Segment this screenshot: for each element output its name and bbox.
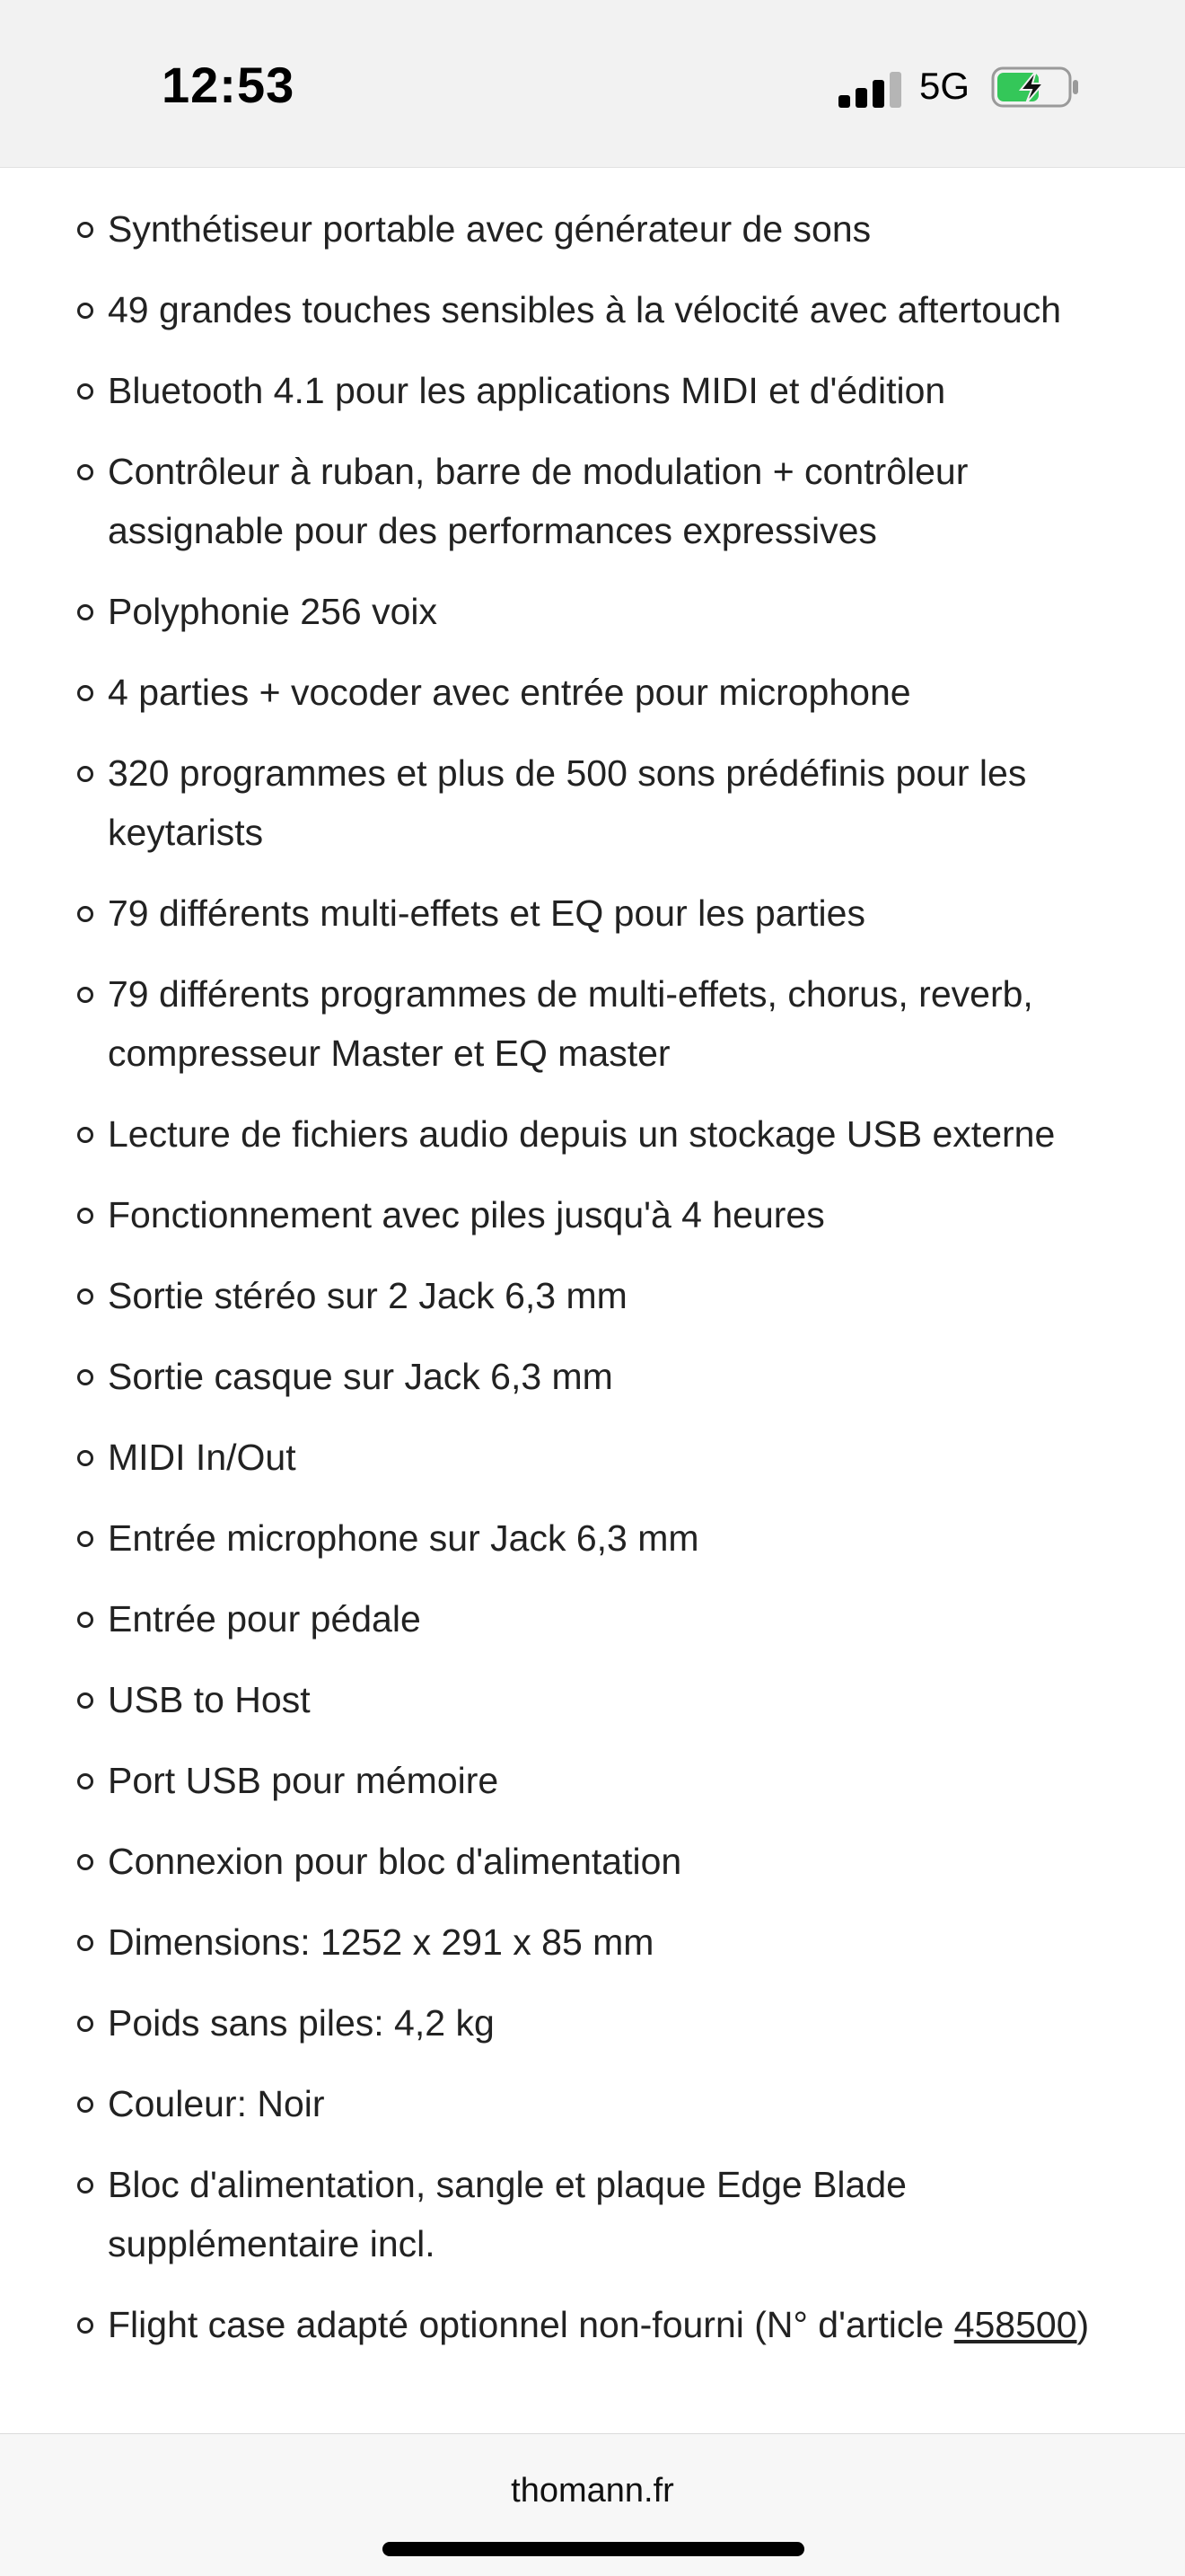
bullet-icon xyxy=(77,1773,93,1789)
bullet-icon xyxy=(77,1531,93,1547)
battery-charging-icon xyxy=(991,65,1081,110)
bullet-icon xyxy=(77,604,93,620)
feature-item xyxy=(0,1508,1131,1568)
feature-text: 79 différents multi-effets et EQ pour les parties xyxy=(108,892,865,934)
feature-item xyxy=(0,1347,1131,1406)
feature-item xyxy=(0,1589,1131,1648)
bullet-icon xyxy=(77,987,93,1003)
bullet-icon xyxy=(77,1692,93,1709)
feature-text: 4 parties + vocoder avec entrée pour microphone xyxy=(108,672,911,713)
bullet-icon xyxy=(77,1612,93,1628)
feature-text: Bloc d'alimentation, sangle et plaque Edge Blade supplémentaire incl. xyxy=(108,2164,907,2264)
feature-item-flight-case xyxy=(0,2295,1131,2354)
bullet-icon xyxy=(77,1935,93,1951)
bullet-icon xyxy=(77,1127,93,1143)
feature-text: Synthétiseur portable avec générateur de sons xyxy=(108,208,872,250)
feature-text: 49 grandes touches sensibles à la vélocité avec aftertouch xyxy=(108,289,1062,330)
bullet-icon xyxy=(77,2177,93,2194)
bullet-icon xyxy=(77,2317,93,2334)
bullet-icon xyxy=(77,1208,93,1224)
article-number-link[interactable]: 458500 xyxy=(953,2304,1077,2345)
product-features xyxy=(0,167,1185,2376)
feature-text: Connexion pour bloc d'alimentation xyxy=(108,1841,682,1882)
feature-list xyxy=(0,167,1185,2354)
bullet-icon xyxy=(77,1369,93,1385)
bullet-icon xyxy=(77,303,93,319)
feature-text: Poids sans piles: 4,2 kg xyxy=(108,2002,495,2044)
feature-text: Contrôleur à ruban, barre de modulation + contrôleur assignable pour des performances expressives xyxy=(108,451,969,551)
address-bar-domain[interactable]: thomann.fr xyxy=(511,2472,674,2510)
bullet-icon xyxy=(77,1288,93,1305)
bullet-icon xyxy=(77,1450,93,1466)
feature-text: Entrée pour pédale xyxy=(108,1598,421,1640)
feature-item xyxy=(0,361,1131,420)
bullet-icon xyxy=(77,906,93,922)
feature-text: Polyphonie 256 voix xyxy=(108,591,437,632)
feature-item xyxy=(0,1266,1131,1325)
bullet-icon xyxy=(77,383,93,400)
feature-item xyxy=(0,743,1131,862)
feature-text: 79 différents programmes de multi-effets, chorus, reverb, compresseur Master et EQ master xyxy=(108,973,1033,1074)
feature-text: Entrée microphone sur Jack 6,3 mm xyxy=(108,1517,699,1559)
feature-item xyxy=(0,1670,1131,1729)
feature-text: Sortie stéréo sur 2 Jack 6,3 mm xyxy=(108,1275,628,1316)
feature-text: Dimensions: 1252 x 291 x 85 mm xyxy=(108,1921,654,1963)
feature-text: Bluetooth 4.1 pour les applications MIDI et d'édition xyxy=(108,370,946,411)
feature-item xyxy=(0,1912,1131,1972)
feature-text: 320 programmes et plus de 500 sons prédéfinis pour les keytarists xyxy=(108,752,1027,853)
feature-item xyxy=(0,442,1131,560)
bullet-icon xyxy=(77,2097,93,2113)
feature-text: Sortie casque sur Jack 6,3 mm xyxy=(108,1356,613,1397)
feature-item xyxy=(0,663,1131,722)
feature-item xyxy=(0,884,1131,943)
feature-text-suffix: ) xyxy=(1076,2304,1090,2345)
feature-item xyxy=(0,964,1131,1083)
feature-item xyxy=(0,1428,1131,1487)
bullet-icon xyxy=(77,464,93,480)
feature-text: Fonctionnement avec piles jusqu'à 4 heures xyxy=(108,1194,825,1235)
feature-text: USB to Host xyxy=(108,1679,311,1720)
feature-item xyxy=(0,2074,1131,2133)
home-indicator[interactable] xyxy=(382,2542,804,2556)
cellular-signal-icon xyxy=(838,70,901,108)
clock: 12:53 xyxy=(162,57,295,113)
bullet-icon xyxy=(77,1854,93,1870)
feature-text: Flight case adapté optionnel non-fourni (N° d'article xyxy=(108,2304,954,2345)
browser-bottom-bar xyxy=(0,2433,1185,2576)
feature-item xyxy=(0,280,1131,339)
feature-text: Port USB pour mémoire xyxy=(108,1760,499,1801)
feature-item xyxy=(0,1993,1131,2053)
bullet-icon xyxy=(77,685,93,701)
feature-text: Lecture de fichiers audio depuis un stockage USB externe xyxy=(108,1113,1056,1155)
feature-item xyxy=(0,1751,1131,1810)
bullet-icon xyxy=(77,766,93,782)
feature-text: MIDI In/Out xyxy=(108,1437,296,1478)
feature-item xyxy=(0,1832,1131,1891)
feature-item xyxy=(0,1185,1131,1244)
feature-item xyxy=(0,2155,1131,2273)
status-bar xyxy=(0,0,1185,168)
feature-item xyxy=(0,582,1131,641)
feature-item xyxy=(0,1104,1131,1164)
network-type: 5G xyxy=(919,65,970,107)
bullet-icon xyxy=(77,2016,93,2032)
feature-text: Couleur: Noir xyxy=(108,2083,325,2124)
bullet-icon xyxy=(77,222,93,238)
feature-item xyxy=(0,199,1131,259)
